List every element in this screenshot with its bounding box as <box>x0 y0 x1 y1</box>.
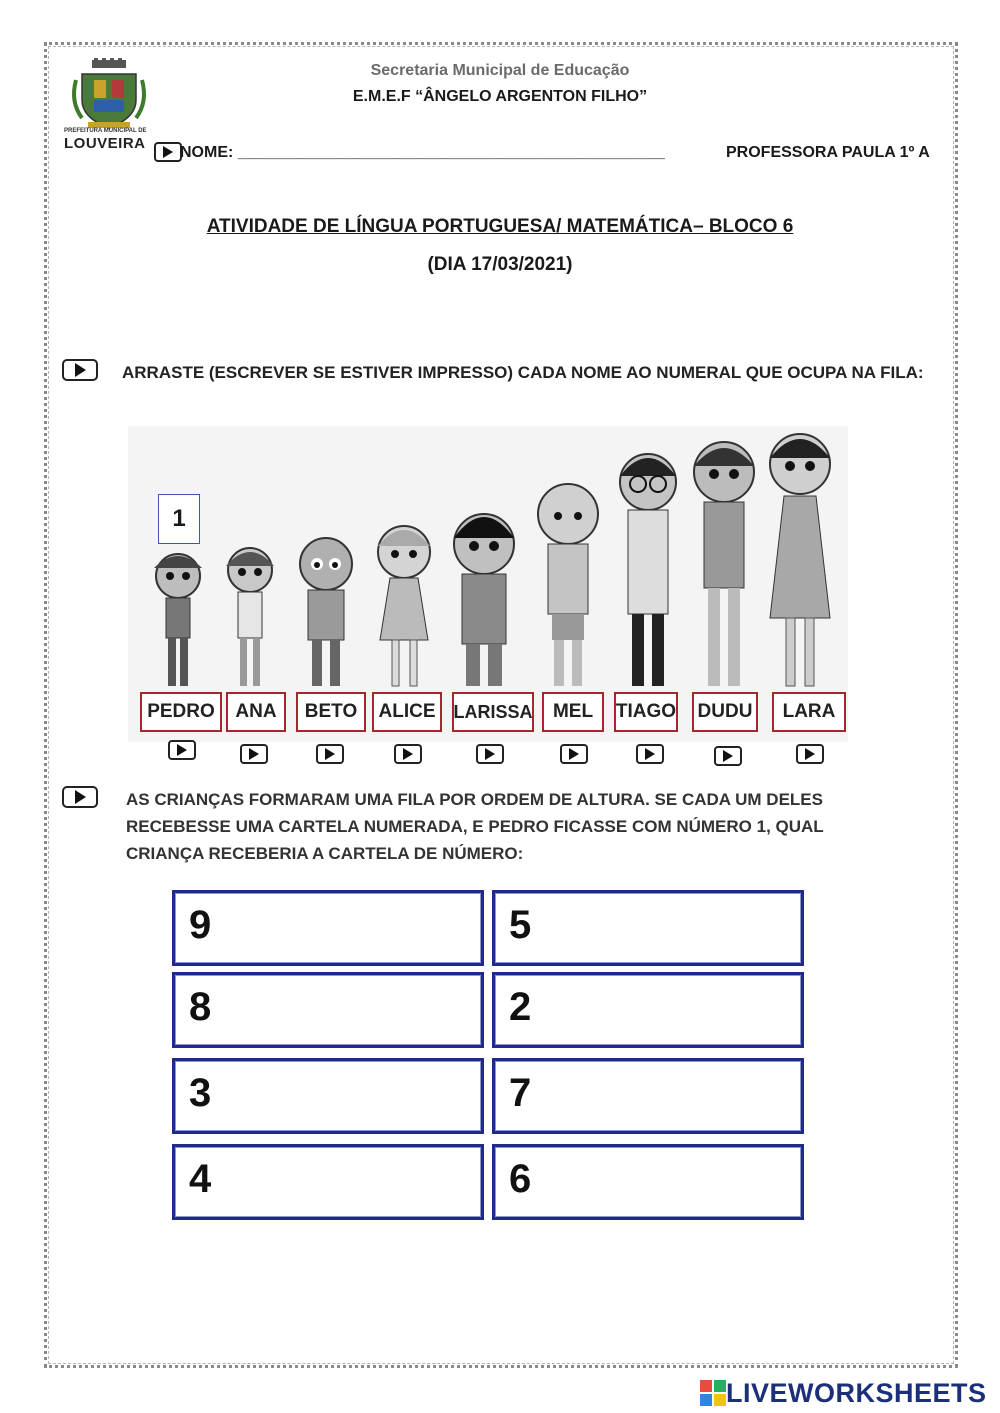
slot-number: 2 <box>509 985 532 1029</box>
play-icon <box>723 750 733 762</box>
play-icon <box>403 748 413 760</box>
slot-number: 5 <box>509 903 532 947</box>
name-tag-lara[interactable]: LARA <box>772 692 846 732</box>
name-audio-button[interactable] <box>154 142 182 162</box>
play-icon <box>485 748 495 760</box>
answer-slot-4[interactable] <box>172 1144 484 1220</box>
slot-number: 7 <box>509 1071 532 1115</box>
question-audio-button[interactable] <box>62 786 98 808</box>
secretaria-heading: Secretaria Municipal de Educação <box>370 62 630 79</box>
school-name: E.M.E.F “ÂNGELO ARGENTON FILHO” <box>352 88 648 105</box>
logo-caption: PREFEITURA MUNICIPAL DE <box>64 128 147 134</box>
name-tag-larissa[interactable]: LARISSA <box>452 692 534 732</box>
play-icon <box>569 748 579 760</box>
play-icon <box>163 146 173 158</box>
audio-button-tiago[interactable] <box>636 744 664 764</box>
answer-slot-5[interactable] <box>492 890 804 966</box>
name-tag-alice[interactable]: ALICE <box>372 692 442 732</box>
liveworksheets-icon <box>700 1380 726 1406</box>
audio-button-alice[interactable] <box>394 744 422 764</box>
liveworksheets-text: LIVEWORKSHEETS <box>726 1377 987 1408</box>
activity-title: ATIVIDADE DE LÍNGUA PORTUGUESA/ MATEMÁTICA– BLOCO 6 <box>206 216 794 237</box>
play-icon <box>645 748 655 760</box>
play-icon <box>75 363 86 377</box>
slot-number: 4 <box>189 1157 212 1201</box>
audio-button-ana[interactable] <box>240 744 268 764</box>
teacher-label: PROFESSORA PAULA 1º A <box>726 144 930 161</box>
slot-number: 8 <box>189 985 212 1029</box>
name-tag-dudu[interactable]: DUDU <box>692 692 758 732</box>
play-icon <box>177 744 187 756</box>
audio-button-larissa[interactable] <box>476 744 504 764</box>
answer-slot-2[interactable] <box>492 972 804 1048</box>
answer-slot-3[interactable] <box>172 1058 484 1134</box>
audio-button-pedro[interactable] <box>168 740 196 760</box>
name-tag-pedro[interactable]: PEDRO <box>140 692 222 732</box>
slot-number: 3 <box>189 1071 212 1115</box>
instruction-audio-button[interactable] <box>62 359 98 381</box>
student-name-field[interactable]: NOME: ________________________________________________ <box>180 144 665 161</box>
liveworksheets-logo[interactable] <box>700 1378 987 1408</box>
audio-button-mel[interactable] <box>560 744 588 764</box>
name-tag-mel[interactable]: MEL <box>542 692 604 732</box>
child-pedro-figure <box>154 554 202 686</box>
answer-slot-6[interactable] <box>492 1144 804 1220</box>
question-text: AS CRIANÇAS FORMARAM UMA FILA POR ORDEM DE ALTURA. SE CADA UM DELES RECEBESSE UMA CARTELA NUMERADA, E PEDRO FICASSE COM NÚMERO 1, QUAL CRIANÇA RECEBERIA A CARTELA DE NÚMERO: <box>126 790 824 863</box>
play-icon <box>325 748 335 760</box>
audio-button-lara[interactable] <box>796 744 824 764</box>
answer-slot-9[interactable] <box>172 890 484 966</box>
name-tag-ana[interactable]: ANA <box>226 692 286 732</box>
play-icon <box>75 790 86 804</box>
answer-slot-7[interactable] <box>492 1058 804 1134</box>
play-icon <box>805 748 815 760</box>
logo-city: LOUVEIRA <box>64 135 146 152</box>
activity-date: (DIA 17/03/2021) <box>427 254 573 275</box>
audio-button-dudu[interactable] <box>714 746 742 766</box>
name-tag-beto[interactable]: BETO <box>296 692 366 732</box>
number-1-card: 1 <box>158 494 200 544</box>
instruction-text: ARRASTE (ESCREVER SE ESTIVER IMPRESSO) CADA NOME AO NUMERAL QUE OCUPA NA FILA: <box>122 363 924 382</box>
city-logo <box>64 58 164 153</box>
audio-button-beto[interactable] <box>316 744 344 764</box>
name-tag-tiago[interactable]: TIAGO <box>614 692 678 732</box>
play-icon <box>249 748 259 760</box>
slot-number: 6 <box>509 1157 532 1201</box>
slot-number: 9 <box>189 903 212 947</box>
answer-slot-8[interactable] <box>172 972 484 1048</box>
